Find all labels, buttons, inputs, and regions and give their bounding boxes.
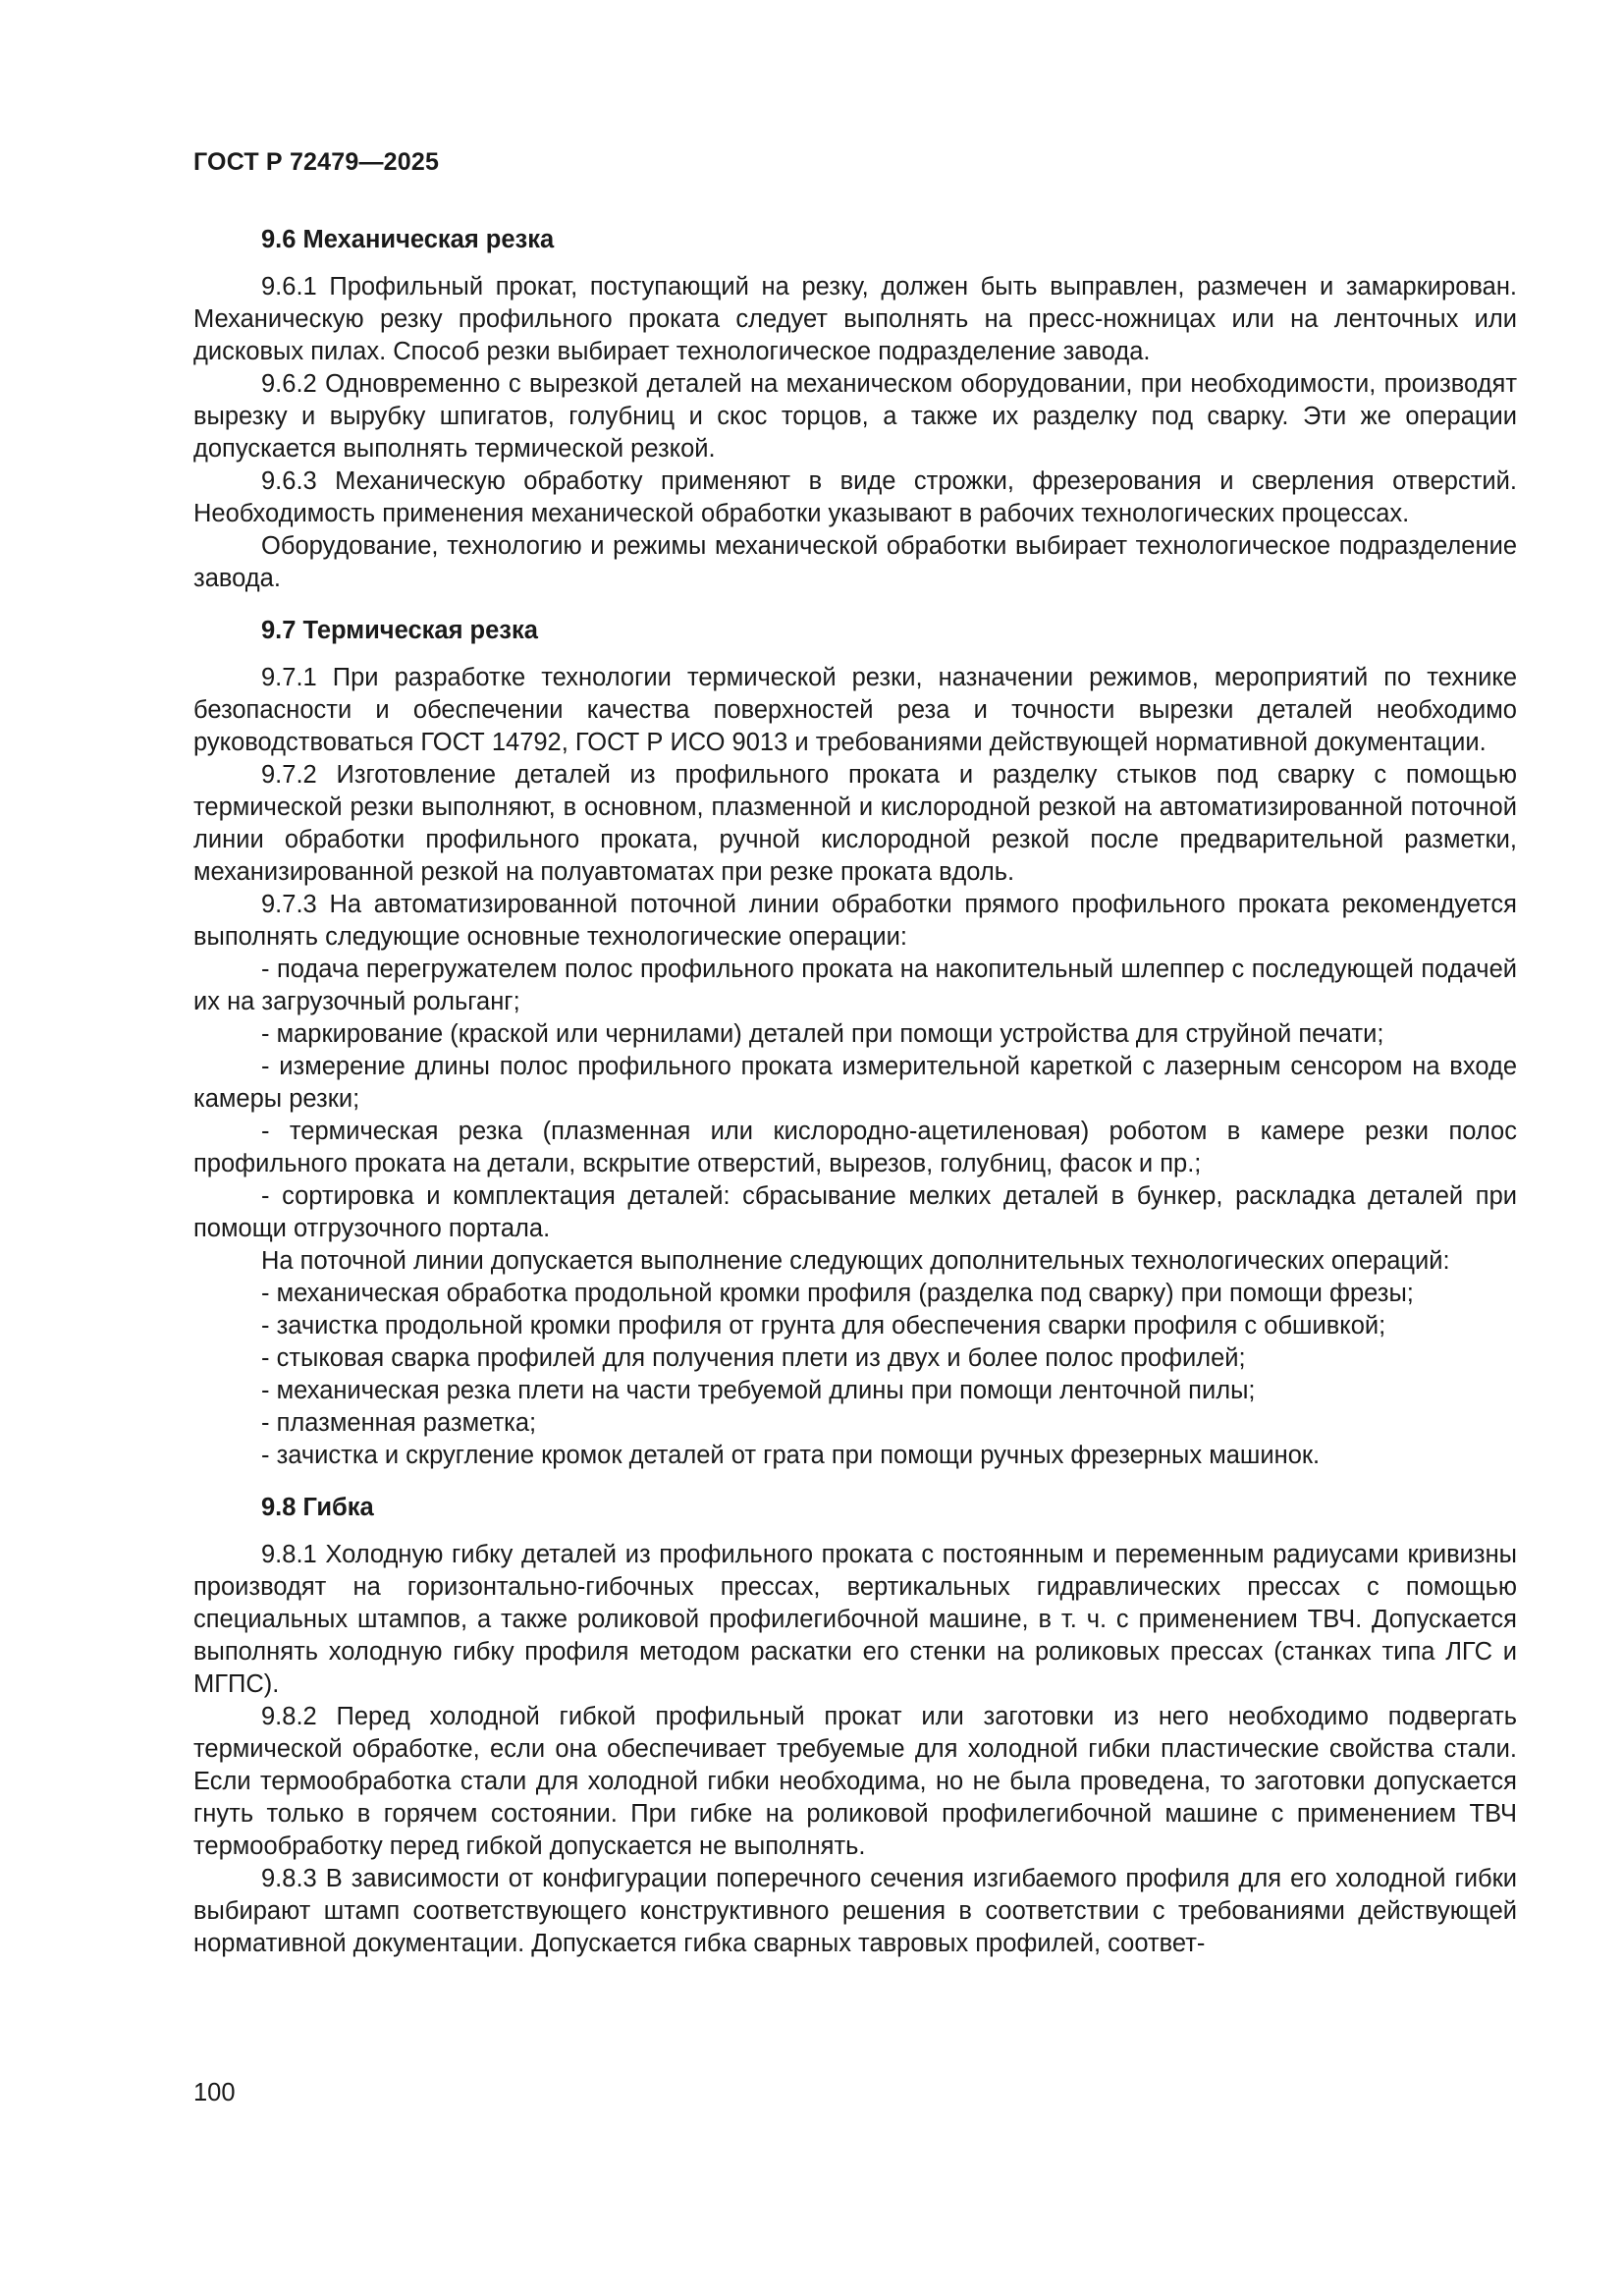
document-page: [193, 147, 1517, 1960]
page-number: 100: [193, 2079, 236, 2106]
paragraph-9-8-1: 9.8.1 Холодную гибку деталей из профильного проката с постоянным и переменным радиусами кривизны производят на горизонтально-гибочных прессах, вертикальных гидравлических прессах с помощью специальных штампов, а также роликовой профилегибочной машине, в т. ч. с применением ТВЧ. Допускается выполнять холодную гибку профиля методом раскатки его стенки на роликовых прессах (станках типа ЛГС и МГПС).: [193, 1541, 1517, 1698]
document-code-header: ГОСТ Р 72479—2025: [193, 148, 440, 176]
list-item: - сортировка и комплектация деталей: сбрасывание мелких деталей в бункер, раскладка деталей при помощи отгрузочного портала.: [193, 1182, 1517, 1242]
paragraph-9-7-3: 9.7.3 На автоматизированной поточной линии обработки прямого профильного проката рекомендуется выполнять следующие основные технологические операции:: [193, 891, 1517, 951]
section-9-8: [193, 1492, 1517, 1960]
paragraph-9-7-1: 9.7.1 При разработке технологии термической резки, назначении режимов, мероприятий по технике безопасности и обеспечении качества поверхностей реза и точности вырезки деталей необходимо руководствоваться ГОСТ 14792, ГОСТ Р ИСО 9013 и требованиями действующей нормативной документации.: [193, 664, 1517, 756]
paragraph-additional-ops: На поточной линии допускается выполнение следующих дополнительных технологических операций:: [261, 1247, 1450, 1275]
paragraph-9-6-3: 9.6.3 Механическую обработку применяют в виде строжки, фрезерования и сверления отверстий. Необходимость применения механической обработки указывают в рабочих технологических процессах.: [193, 467, 1517, 527]
section-9-7: [193, 615, 1517, 1472]
paragraph-9-6-2: 9.6.2 Одновременно с вырезкой деталей на механическом оборудовании, при необходимости, производят вырезку и вырубку шпигатов, голубниц и скос торцов, а также их разделку под сварку. Эти же операции допускается выполнять термической резкой.: [193, 370, 1517, 463]
paragraph-equipment: Оборудование, технологию и режимы механической обработки выбирает технологическое подразделение завода.: [193, 532, 1517, 592]
paragraph-9-6-1: 9.6.1 Профильный прокат, поступающий на резку, должен быть выправлен, размечен и замаркирован. Механическую резку профильного проката следует выполнять на пресс-ножницах или на ленточных или дисковых пилах. Способ резки выбирает технологическое подразделение завода.: [193, 273, 1517, 365]
list-item: - измерение длины полос профильного проката измерительной кареткой с лазерным сенсором на входе камеры резки;: [193, 1053, 1517, 1113]
list-item: - зачистка и скругление кромок деталей от грата при помощи ручных фрезерных машинок.: [261, 1442, 1321, 1469]
section-heading: 9.6 Механическая резка: [261, 226, 555, 253]
list-item: - зачистка продольной кромки профиля от грунта для обеспечения сварки профиля с обшивкой;: [261, 1312, 1386, 1339]
list-item: - маркирование (краской или чернилами) деталей при помощи устройства для струйной печати;: [261, 1020, 1384, 1048]
list-item: - стыковая сварка профилей для получения плети из двух и более полос профилей;: [261, 1344, 1246, 1372]
list-item: - подача перегружателем полос профильного проката на накопительный шлеппер с последующей подачей их на загрузочный рольганг;: [193, 956, 1517, 1015]
list-item: - термическая резка (плазменная или кислородно-ацетиленовая) роботом в камере резки полос профильного проката на детали, вскрытие отверстий, вырезов, голубниц, фасок и пр.;: [193, 1118, 1517, 1177]
list-item: - механическая обработка продольной кромки профиля (разделка под сварку) при помощи фрезы;: [261, 1280, 1414, 1307]
section-heading: 9.8 Гибка: [261, 1494, 374, 1521]
paragraph-9-8-3: 9.8.3 В зависимости от конфигурации поперечного сечения изгибаемого профиля для его холодной гибки выбирают штамп соответствующего конструктивного решения в соответствии с требованиями действующей нормативной документации. Допускается гибка сварных тавровых профилей, соответ-: [193, 1865, 1517, 1957]
list-item: - механическая резка плети на части требуемой длины при помощи ленточной пилы;: [261, 1377, 1256, 1404]
section-9-6: [193, 224, 1517, 595]
list-item: - плазменная разметка;: [261, 1409, 537, 1437]
paragraph-9-7-2: 9.7.2 Изготовление деталей из профильного проката и разделку стыков под сварку с помощью термической резки выполняют, в основном, плазменной и кислородной резкой на автоматизированной поточной линии обработки профильного проката, ручной кислородной резкой после предварительной разметки, механизированной резкой на полуавтоматах при резке проката вдоль.: [193, 761, 1517, 886]
paragraph-9-8-2: 9.8.2 Перед холодной гибкой профильный прокат или заготовки из него необходимо подвергать термической обработке, если она обеспечивает требуемые для холодной гибки пластические свойства стали. Если термообработка стали для холодной гибки необходима, но не была проведена, то заготовки допускается гнуть только в горячем состоянии. При гибке на роликовой профилегибочной машине с применением ТВЧ термообработку перед гибкой допускается не выполнять.: [193, 1703, 1517, 1860]
section-heading: 9.7 Термическая резка: [261, 617, 538, 644]
